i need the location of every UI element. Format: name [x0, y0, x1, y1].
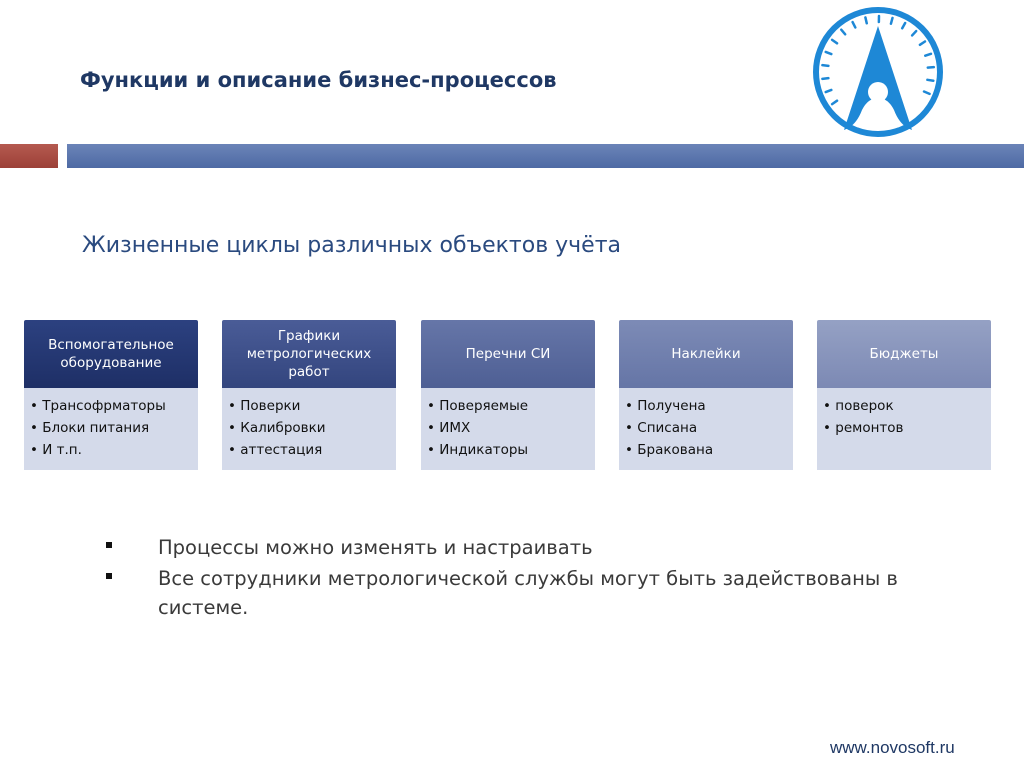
gauge-tick: [902, 23, 905, 28]
gauge-tick: [920, 42, 925, 45]
gauge-tick: [826, 52, 832, 54]
card-item: • Поверяемые: [427, 395, 589, 417]
card-item: • ремонтов: [823, 417, 985, 439]
card-body: [817, 388, 991, 470]
card-budgets: [817, 320, 991, 470]
bullet-list: [106, 533, 966, 624]
gauge-tick: [928, 67, 934, 68]
card-body: [619, 388, 793, 470]
card-item: • Трансофрматоры: [30, 395, 192, 417]
card-metrology-schedules: [222, 320, 396, 470]
card-item: • Блоки питания: [30, 417, 192, 439]
card-item: • ИМХ: [427, 417, 589, 439]
card-stickers: [619, 320, 793, 470]
square-bullet-icon: [106, 542, 112, 548]
card-title: Наклейки: [619, 320, 793, 388]
card-item: • Бракована: [625, 439, 787, 461]
card-item: • аттестация: [228, 439, 390, 461]
gauge-tick: [853, 22, 856, 27]
gauge-tick: [927, 80, 933, 81]
card-item: • Поверки: [228, 395, 390, 417]
card-item: • поверок: [823, 395, 985, 417]
footer-url[interactable]: www.novosoft.ru: [830, 738, 955, 757]
bullet-text: Процессы можно изменять и настраивать: [158, 536, 593, 559]
card-body: [24, 388, 198, 470]
slide-title: Функции и описание бизнес-процессов: [80, 68, 557, 92]
gauge-tick: [832, 101, 837, 104]
gauge-tick: [822, 78, 828, 79]
bullet-text: Все сотрудники метрологической службы могут быть задействованы в системе.: [158, 567, 898, 619]
gauge-tick: [826, 90, 832, 92]
card-item: • Получена: [625, 395, 787, 417]
card-title: Бюджеты: [817, 320, 991, 388]
header-accent-red: [0, 144, 58, 168]
gauge-a-icon: [808, 6, 948, 148]
header-accent-blue: [67, 144, 1024, 168]
gauge-tick: [891, 18, 893, 24]
card-item: • Индикаторы: [427, 439, 589, 461]
gauge-tick: [865, 17, 866, 23]
card-body: [421, 388, 595, 470]
card-item: • Калибровки: [228, 417, 390, 439]
card-title: Вспомогательное оборудование: [24, 320, 198, 388]
card-auxiliary-equipment: [24, 320, 198, 470]
square-bullet-icon: [106, 573, 112, 579]
gauge-tick: [841, 30, 845, 35]
gauge-tick: [925, 54, 931, 56]
card-item: • Списана: [625, 417, 787, 439]
card-si-lists: [421, 320, 595, 470]
gauge-tick: [822, 65, 828, 66]
card-item: • И т.п.: [30, 439, 192, 461]
card-body: [222, 388, 396, 470]
gauge-tick: [924, 92, 930, 94]
card-title: Графики метрологических работ: [222, 320, 396, 388]
gauge-tick: [912, 31, 916, 35]
gauge-tick: [832, 40, 837, 43]
slide-subtitle: Жизненные циклы различных объектов учёта: [82, 233, 622, 258]
card-title: Перечни СИ: [421, 320, 595, 388]
bullet-item: [106, 533, 966, 562]
bullet-item: [106, 564, 966, 622]
